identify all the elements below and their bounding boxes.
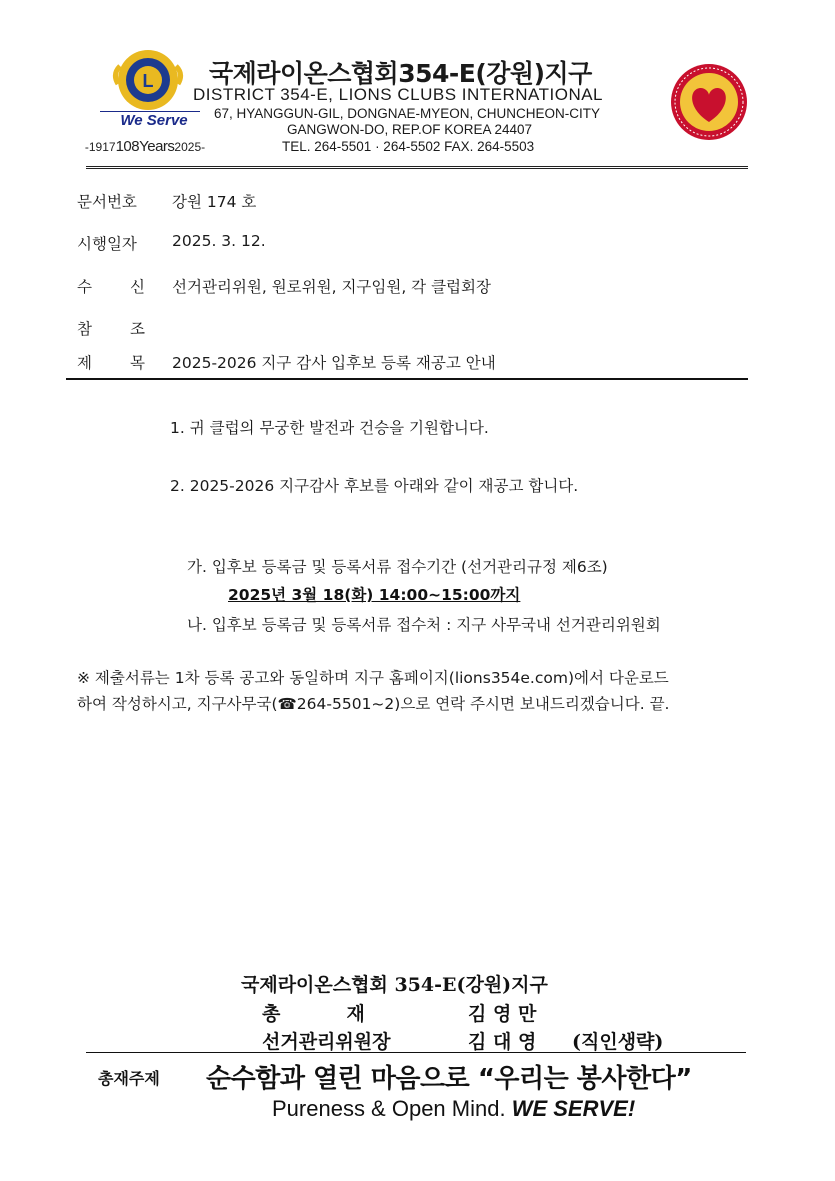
we-serve-emphasis: WE SERVE! <box>511 1096 636 1121</box>
recipient-label-part2: 신 <box>130 278 145 296</box>
election-chair-title: 선거관리위원장 <box>262 1031 391 1053</box>
issue-date-label: 시행일자 <box>77 235 137 253</box>
address-line-1: 67, HYANGGUN-GIL, DONGNAE-MYEON, CHUNCHEON-CITY <box>214 106 601 121</box>
note-line-2: 하여 작성하시고, 지구사무국(☎264-5501~2)으로 연락 주시면 보내드리겠습니다. 끝. <box>77 695 670 713</box>
reference-label-part1: 참 <box>77 320 92 338</box>
body-item-2: 2. 2025-2026 지구감사 후보를 아래와 같이 재공고 합니다. <box>170 477 579 495</box>
district-emblem-icon <box>669 62 749 142</box>
we-serve-slogan: We Serve <box>120 112 188 129</box>
doc-number-value: 강원 174 호 <box>172 193 257 211</box>
footer-organization: 국제라이온스협회 354-E(강원)지구 <box>241 974 548 996</box>
deadline-text: 2025년 3월 18(화) 14:00~15:00까지 <box>228 586 521 604</box>
governor-title: 총 재 <box>262 1003 365 1025</box>
body-sub-item-b: 나. 입후보 등록금 및 등록서류 접수처 : 지구 사무국내 선거관리위원회 <box>187 616 661 634</box>
subject-divider <box>66 378 748 380</box>
address-line-2: GANGWON-DO, REP.OF KOREA 24407 <box>287 122 533 137</box>
header-divider <box>86 166 748 169</box>
body-item-1: 1. 귀 클럽의 무궁한 발전과 건승을 기원합니다. <box>170 419 489 437</box>
footer-divider <box>86 1052 746 1053</box>
motto-english: Pureness & Open Mind. WE SERVE! <box>272 1096 636 1121</box>
svg-text:L: L <box>142 71 154 91</box>
note-line-1: ※ 제출서류는 1차 등록 공고와 동일하며 지구 홈페이지(lions354e.com)에서 다운로드 <box>77 669 669 687</box>
anniversary-text: -1917108Years2025- <box>84 138 206 155</box>
governor-theme-motto: 순수함과 열린 마음으로 “우리는 봉사한다” <box>206 1064 692 1094</box>
seal-omitted-note: (직인생략) <box>572 1031 664 1053</box>
organization-name-korean: 국제라이온스협회354-E(강원)지구 <box>209 59 592 88</box>
governor-name: 김 영 만 <box>468 1003 537 1025</box>
subject-label-part2: 목 <box>130 354 145 372</box>
subject-value: 2025-2026 지구 감사 입후보 등록 재공고 안내 <box>172 354 496 372</box>
governor-theme-label: 총재주제 <box>98 1069 160 1088</box>
body-sub-item-a: 가. 입후보 등록금 및 등록서류 접수기간 (선거관리규정 제6조) <box>187 558 608 576</box>
organization-name-english: DISTRICT 354-E, LIONS CLUBS INTERNATIONAL <box>193 85 604 104</box>
issue-date-value: 2025. 3. 12. <box>172 232 266 250</box>
subject-label-part1: 제 <box>77 354 92 372</box>
reference-label-part2: 조 <box>130 320 145 338</box>
doc-number-label: 문서번호 <box>77 193 137 211</box>
recipient-label-part1: 수 <box>77 278 92 296</box>
recipient-value: 선거관리위원, 원로위원, 지구임원, 각 클럽회장 <box>172 278 491 296</box>
election-chair-name: 김 대 영 <box>468 1031 537 1053</box>
contact-numbers: TEL. 264-5501 · 264-5502 FAX. 264-5503 <box>282 139 535 154</box>
